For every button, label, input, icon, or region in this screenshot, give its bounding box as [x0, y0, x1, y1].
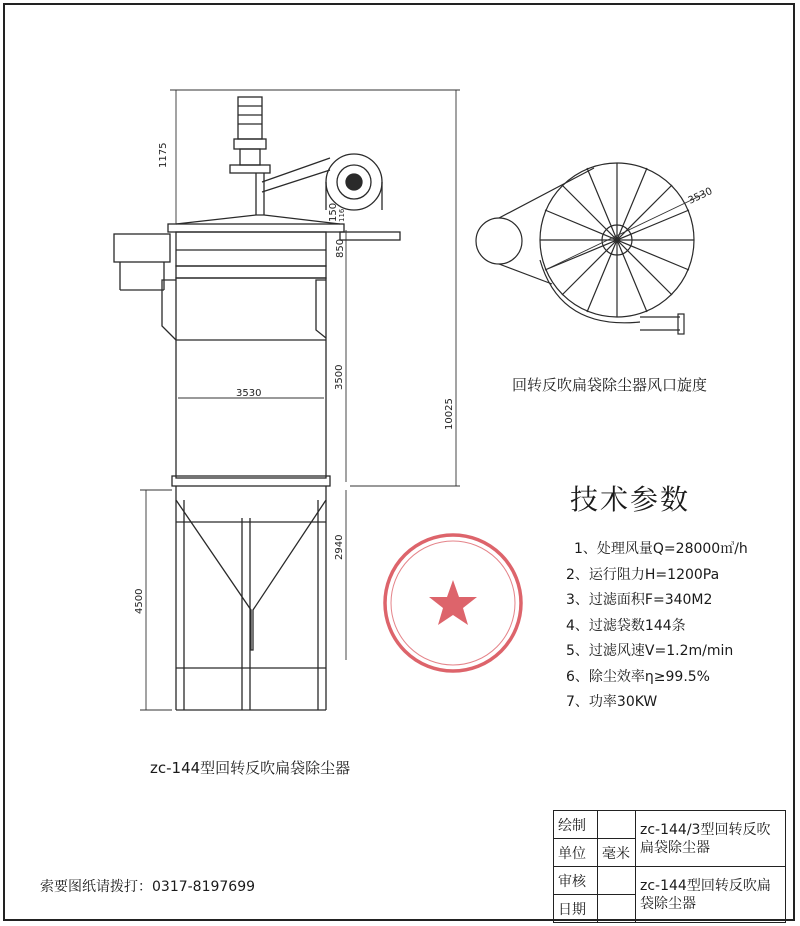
product-name-2: zc-144型回转反吹扁袋除尘器: [636, 867, 786, 923]
param-airflow: 1、处理风量Q=28000㎥/h: [574, 541, 748, 557]
fan-orientation-caption: 回转反吹扁袋除尘器风口旋度: [512, 376, 708, 394]
tech-params-list: [566, 537, 748, 716]
dim-116: 116: [338, 208, 346, 222]
dim-motor-height: 1175: [158, 142, 169, 168]
dim-total-height: 10025: [444, 398, 455, 430]
draw-label: 绘制: [554, 811, 598, 839]
param-resistance: 2、运行阻力H=1200Pa: [566, 566, 720, 583]
date-label: 日期: [554, 895, 598, 923]
main-body: [176, 278, 326, 478]
dim-body-height: 3500: [334, 364, 345, 390]
dim-body-diameter: 3530: [236, 388, 262, 399]
drawing-title: zc-144型回转反吹扁袋除尘器: [150, 759, 351, 777]
unit-value: 毫米: [598, 839, 636, 867]
param-efficiency: 6、除尘效率η≥99.5%: [566, 668, 710, 685]
dim-hopper-height: 2940: [334, 534, 345, 560]
unit-label: 单位: [554, 839, 598, 867]
dim-850: 850: [335, 238, 346, 258]
contact-phone: 索要图纸请拨打：0317-8197699: [40, 879, 256, 895]
param-power: 7、功率30KW: [566, 694, 658, 710]
company-stamp: [380, 530, 526, 676]
param-bag-count: 4、过滤袋数144条: [566, 617, 686, 634]
title-block: [553, 810, 786, 923]
dim-leg-height: 4500: [134, 588, 145, 614]
param-filter-velocity: 5、过滤风速V=1.2m/min: [566, 643, 734, 659]
check-label: 审核: [554, 867, 598, 895]
dim-150: 150: [328, 202, 339, 222]
tech-params-title: 技术参数: [570, 483, 691, 516]
dim-fan-diameter: 3530: [686, 185, 715, 207]
fan-orientation-view: [476, 163, 694, 334]
product-name-1: zc-144/3型回转反吹扁袋除尘器: [636, 811, 786, 867]
motor-body: [238, 97, 262, 139]
param-filter-area: 3、过滤面积F=340M2: [566, 592, 713, 608]
